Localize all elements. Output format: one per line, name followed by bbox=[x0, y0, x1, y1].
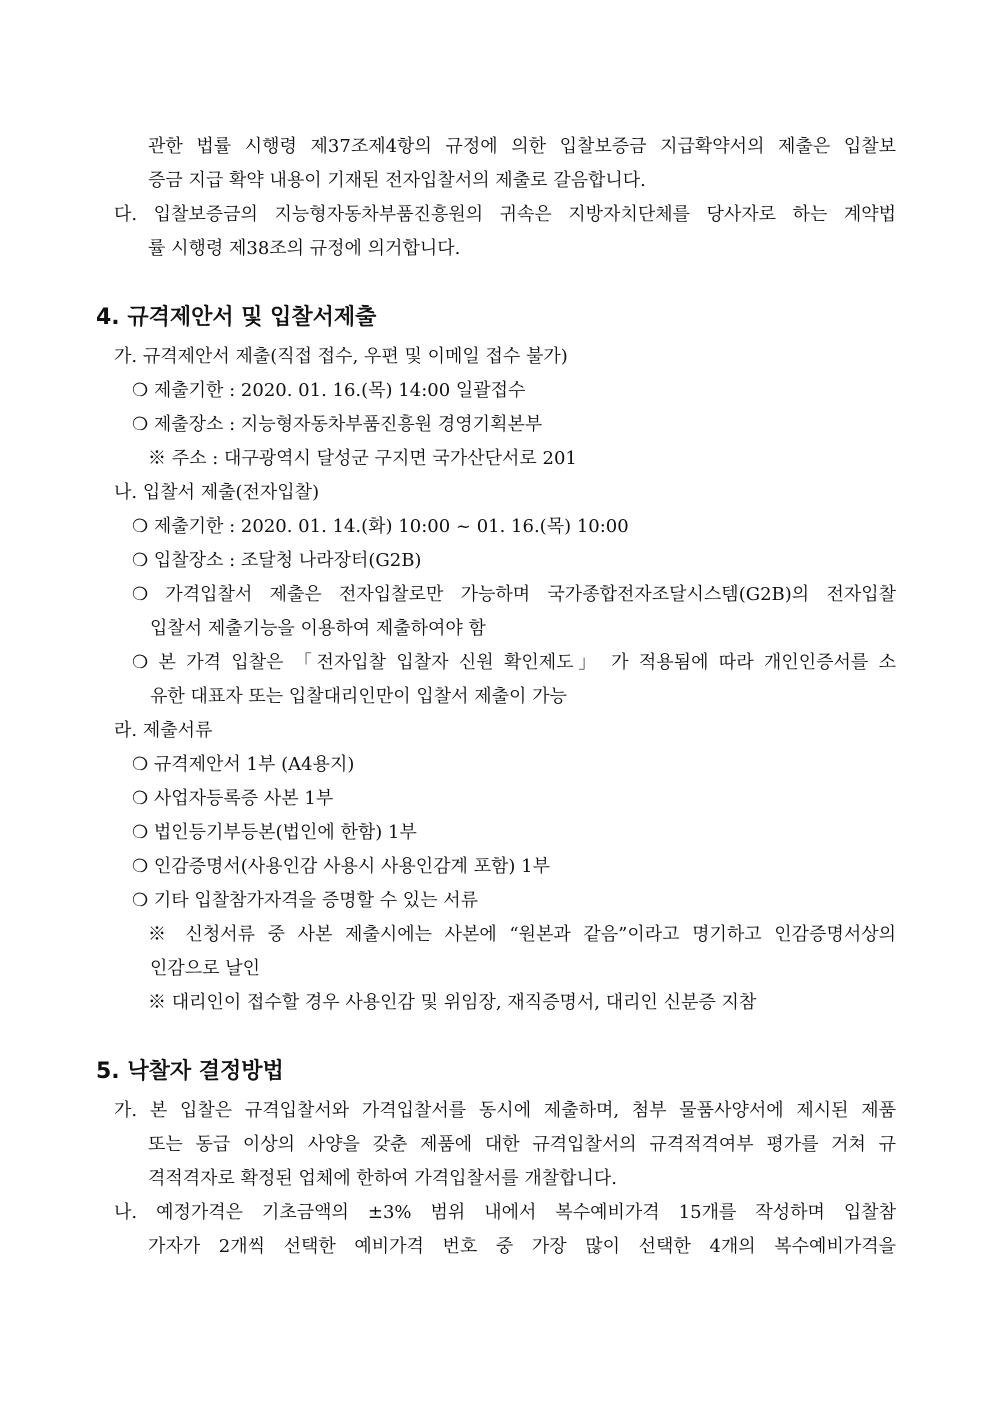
s5-ga-line3: 격적격자로 확정된 업체에 한하여 가격입찰서를 개찰합니다. bbox=[148, 1168, 618, 1189]
s5-ga-line2: 또는 동급 이상의 사양을 갖춘 제품에 대한 규격입찰서의 규격적격여부 평가를 거쳐 규 bbox=[148, 1134, 896, 1155]
s5-na-line2: 가자가 2개씩 선택한 예비가격 번호 중 가장 많이 선택한 4개의 복수예비가격을 bbox=[148, 1236, 896, 1257]
s4-ga-item-place: ❍ 제출장소 : 지능형자동차부품진흥원 경영기획본부 bbox=[132, 414, 543, 435]
s4-ra-item-business-reg: ❍ 사업자등록증 사본 1부 bbox=[132, 788, 334, 809]
intro-line-4: 률 시행령 제38조의 규정에 의거합니다. bbox=[148, 238, 461, 259]
s4-ra-item-seal-cert: ❍ 인감증명서(사용인감 사용시 사용인감계 포함) 1부 bbox=[132, 856, 551, 877]
s4-ga-note-address: ※ 주소 : 대구광역시 달성군 구지면 국가산단서로 201 bbox=[148, 448, 577, 469]
s4-ga-item-deadline: ❍ 제출기한 : 2020. 01. 16.(목) 14:00 일괄접수 bbox=[132, 380, 526, 401]
section-4-heading: 4. 규격제안서 및 입찰서제출 bbox=[96, 305, 377, 330]
s4-na-item-identity-line1: ❍ 본 가격 입찰은 「전자입찰 입찰자 신원 확인제도」 가 적용됨에 따라 개인인증서를 소 bbox=[132, 652, 896, 673]
s4-na-item-identity-line2: 유한 대표자 또는 입찰대리인만이 입찰서 제출이 가능 bbox=[150, 686, 567, 707]
s5-na-line1: 나. 예정가격은 기초금액의 ±3% 범위 내에서 복수예비가격 15개를 작성하며 입찰참 bbox=[114, 1202, 896, 1223]
s4-ra-item-other-docs: ❍ 기타 입찰참가자격을 증명할 수 있는 서류 bbox=[132, 890, 479, 911]
s4-na-heading: 나. 입찰서 제출(전자입찰) bbox=[114, 482, 320, 503]
s4-ra-note-agent: ※ 대리인이 접수할 경우 사용인감 및 위임장, 재직증명서, 대리인 신분증 지참 bbox=[148, 992, 757, 1013]
intro-line-3: 다. 입찰보증금의 지능형자동차부품진흥원의 귀속은 지방자치단체를 당사자로 하는 계약법 bbox=[114, 204, 896, 225]
s5-ga-line1: 가. 본 입찰은 규격입찰서와 가격입찰서를 동시에 제출하며, 첨부 물품사양서에 제시된 제품 bbox=[114, 1100, 896, 1121]
s4-ra-note-copy-line1: ※ 신청서류 중 사본 제출시에는 사본에 “원본과 같음”이라고 명기하고 인감증명서상의 bbox=[148, 924, 896, 945]
s4-na-item-place: ❍ 입찰장소 : 조달청 나라장터(G2B) bbox=[132, 550, 422, 571]
s4-na-item-price-bid-line1: ❍ 가격입찰서 제출은 전자입찰로만 가능하며 국가종합전자조달시스템(G2B)의 전자입찰 bbox=[132, 584, 896, 605]
s4-ra-note-copy-line2: 인감으로 날인 bbox=[150, 958, 261, 979]
intro-line-1: 관한 법률 시행령 제37조제4항의 규정에 의한 입찰보증금 지급확약서의 제출은 입찰보 bbox=[148, 136, 896, 157]
s4-na-item-price-bid-line2: 입찰서 제출기능을 이용하여 제출하여야 함 bbox=[150, 618, 486, 639]
section-5-heading: 5. 낙찰자 결정방법 bbox=[96, 1059, 284, 1084]
s4-ga-heading: 가. 규격제안서 제출(직접 접수, 우편 및 이메일 접수 불가) bbox=[114, 346, 568, 367]
s4-ra-item-corp-reg: ❍ 법인등기부등본(법인에 한함) 1부 bbox=[132, 822, 417, 843]
s4-ra-item-proposal: ❍ 규격제안서 1부 (A4용지) bbox=[132, 754, 355, 775]
s4-na-item-deadline: ❍ 제출기한 : 2020. 01. 14.(화) 10:00 ~ 01. 16.(목) 10:00 bbox=[132, 516, 629, 537]
intro-line-2: 증금 지급 확약 내용이 기재된 전자입찰서의 제출로 갈음합니다. bbox=[148, 170, 646, 191]
s4-ra-heading: 라. 제출서류 bbox=[114, 720, 213, 741]
